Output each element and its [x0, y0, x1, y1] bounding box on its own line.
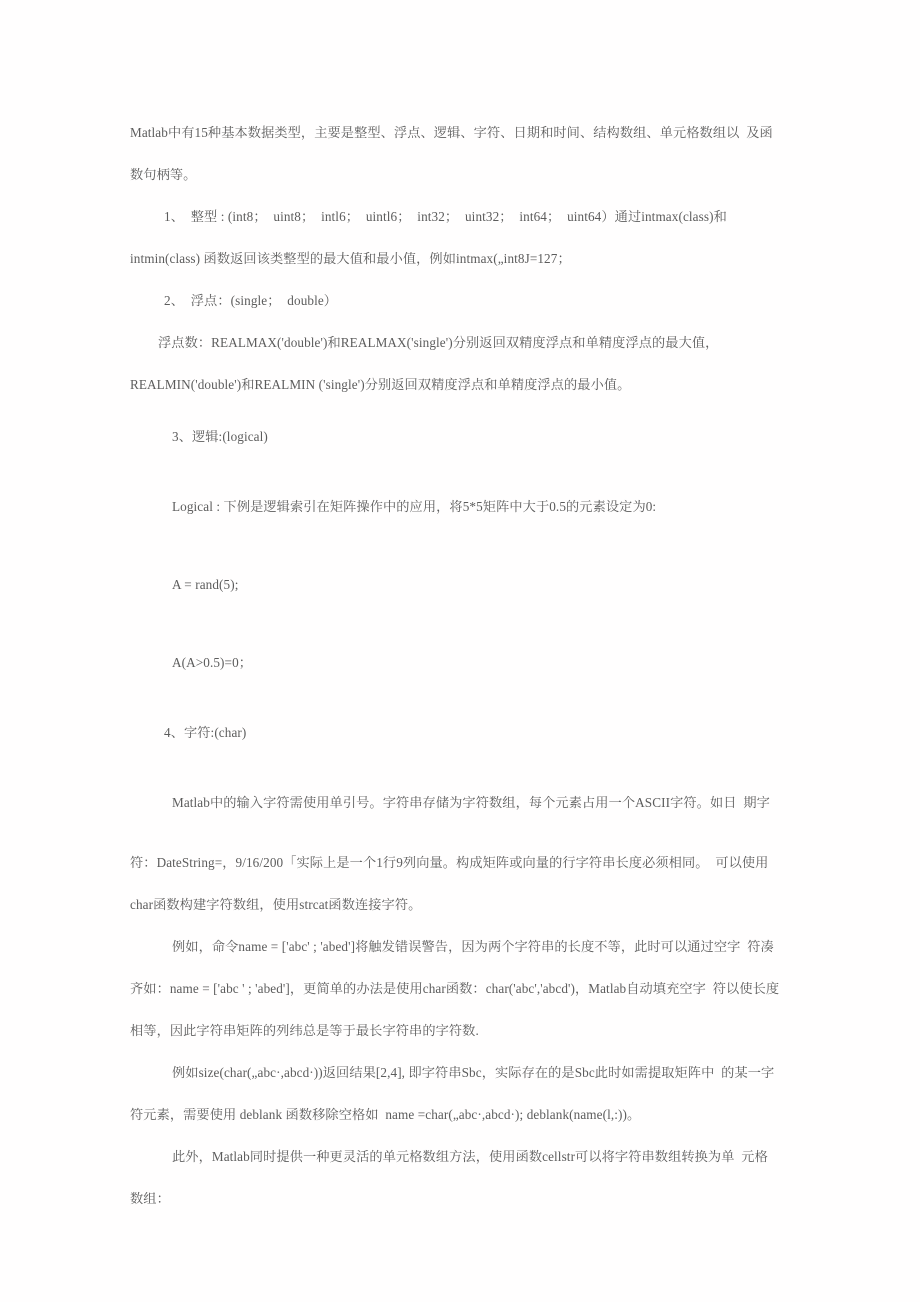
section-4-line-5: 例如，命令name = ['abc' ; 'abed']将触发错误警告，因为两个字符串的长度不等，此时可以通过空字 符凑: [172, 939, 774, 954]
section-3-code-2: A(A>0.5)=0；: [172, 655, 253, 670]
section-1-heading: 1、 整型 : (int8； uint8； intl6； uintl6； int32； uint32； int64； uint64）通过intmax(class)和: [164, 209, 727, 224]
section-2-line-3: REALMIN('double')和REALMIN ('single')分别返回双精度浮点和单精度浮点的最小值。: [130, 377, 631, 392]
section-4-line-10: 此外，Matlab同时提供一种更灵活的单元格数组方法，使用函数cellstr可以将字符串数组转换为单 元格: [172, 1149, 768, 1164]
section-3-line-2: Logical : 下例是逻辑索引在矩阵操作中的应用，将5*5矩阵中大于0.5的元素设定为0:: [172, 499, 657, 514]
section-1-line-2: intmin(class) 函数返回该类整型的最大值和最小值，例如intmax(„int8J=127；: [130, 251, 571, 266]
paragraph-section-3: [130, 406, 792, 702]
section-4-heading: 4、字符:(char): [164, 725, 247, 740]
section-4-line-2: Matlab中的输入字符需使用单引号。字符串存储为字符数组，每个元素占用一个ASCII字符。如日 期字: [172, 795, 770, 810]
section-4-line-9: 符元素，需要使用 deblank 函数移除空格如 name =char(„abc·,abcd·); deblank(name(l,:))。: [130, 1107, 641, 1122]
paragraph-section-1: [130, 196, 792, 280]
paragraph-intro: [130, 112, 792, 196]
section-3-heading: 3、逻辑:(logical): [172, 429, 268, 444]
section-4-line-8: 例如size(char(„abc·,abcd·))返回结果[2,4], 即字符串Sbc，实际存在的是Sbc此时如需提取矩阵中 的某一字: [172, 1065, 775, 1080]
paragraph-section-4: [130, 702, 792, 1220]
section-2-line-2: 浮点数：REALMAX('double')和REALMAX('single')分别返回双精度浮点和单精度浮点的最大值，: [158, 335, 719, 350]
paragraph-section-2: [130, 280, 792, 406]
intro-line-1: Matlab中有15种基本数据类型，主要是整型、浮点、逻辑、字符、日期和时间、结构数组、单元格数组以 及函: [130, 125, 773, 140]
intro-line-2: 数句柄等。: [130, 167, 197, 182]
section-4-line-11: 数组：: [130, 1191, 170, 1206]
section-4-line-4: char函数构建字符数组，使用strcat函数连接字符。: [130, 897, 422, 912]
section-4-line-6: 齐如：name = ['abc ' ; 'abed']，更简单的办法是使用char函数：char('abc','abcd')，Matlab自动填充空字 符以使长度: [130, 981, 780, 996]
document-body: [130, 112, 792, 1220]
section-4-line-3: 符：DateString=，9/16/200「实际上是一个1行9列向量。构成矩阵或向量的行字符串长度必须相同。 可以使用: [130, 855, 769, 870]
section-2-heading: 2、 浮点：(single； double）: [164, 293, 338, 308]
section-4-line-7: 相等，因此字符串矩阵的列纬总是等于最长字符串的字符数.: [130, 1023, 479, 1038]
section-3-code-1: A = rand(5);: [172, 577, 239, 592]
